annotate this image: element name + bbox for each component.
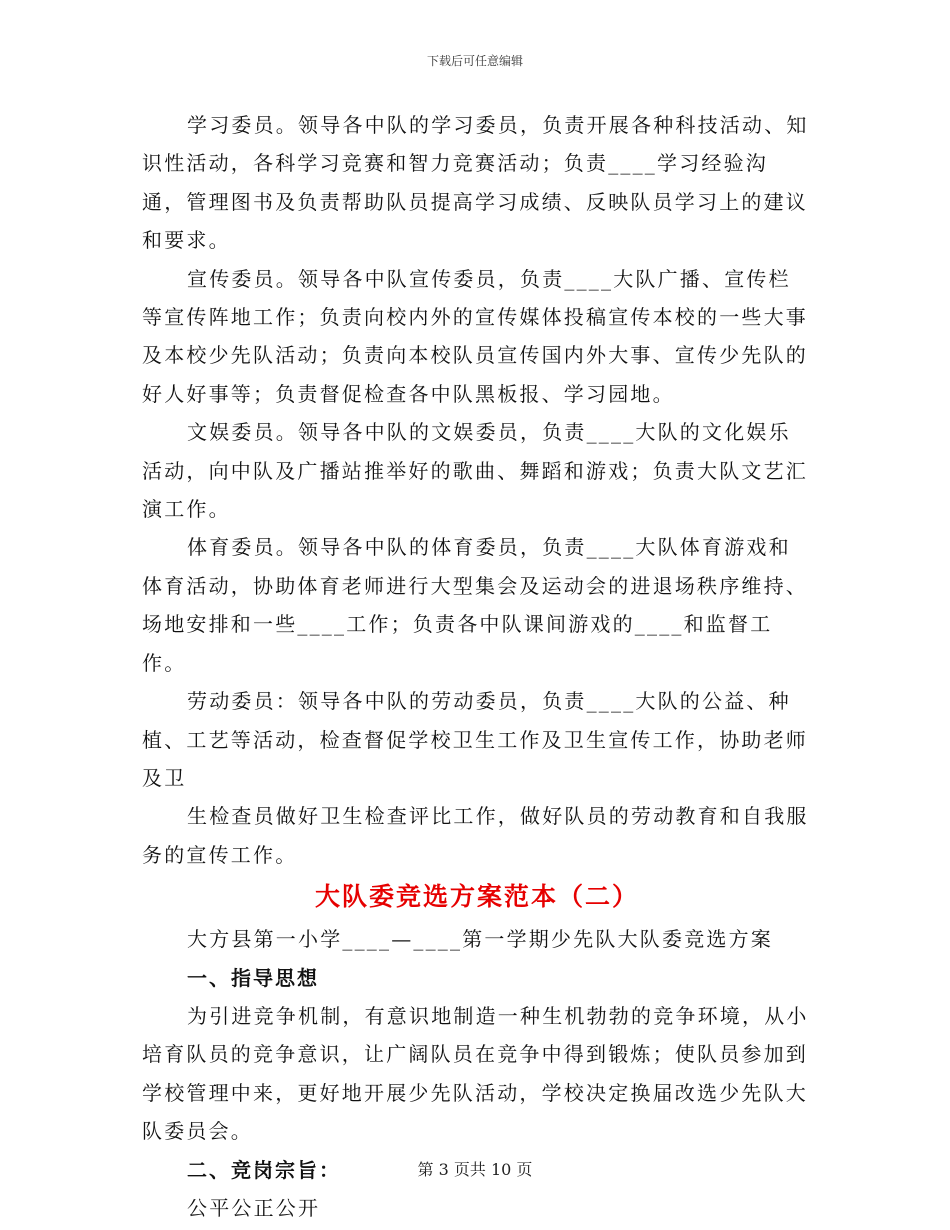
plan-title-line: 大方县第一小学____—____第一学期少先队大队委竞选方案: [187, 927, 773, 952]
page-header: 下载后可任意编辑: [426, 54, 523, 68]
paragraph-purpose: 公平公正公开: [187, 1195, 321, 1220]
paragraph-guiding-ideology: 为引进竞争机制，有意识地制造一种生机勃勃的竞争环境，从小培育队员的竞争意识，让广阔队员在竞争中得到锻炼；使队员参加到学校管理中来，更好地开展少先队活动，学校决定换届改选少先队大队委员会。: [142, 1003, 809, 1144]
paragraph-labor-committee-cont: 生检查员做好卫生检查评比工作，做好队员的劳动教育和自我服务的宣传工作。: [142, 804, 809, 867]
paragraph-study-committee: 学习委员。领导各中队的学习委员，负责开展各种科技活动、知识性活动，各科学习竞赛和智力竞赛活动；负责____学习经验沟通，管理图书及负责帮助队员提高学习成绩、反映队员学习上的建议和要求。: [142, 113, 809, 253]
heading-purpose: 二、竞岗宗旨：: [187, 1157, 341, 1182]
paragraph-entertainment-committee: 文娱委员。领导各中队的文娱委员，负责____大队的文化娱乐活动，向中队及广播站推举好的歌曲、舞蹈和游戏；负责大队文艺汇演工作。: [142, 420, 808, 522]
paragraph-labor-committee: 劳动委员：领导各中队的劳动委员，负责____大队的公益、种植、工艺等活动，检查督促学校卫生工作及卫生宣传工作，协助老师及卫: [142, 689, 808, 790]
section-title: 大队委竞选方案范本（二）: [314, 882, 639, 912]
heading-guiding-ideology: 一、指导思想: [187, 965, 319, 990]
paragraph-publicity-committee: 宣传委员。领导各中队宣传委员，负责____大队广播、宣传栏等宣传阵地工作；负责向校内外的宣传媒体投稿宣传本校的一些大事及本校少先队活动；负责向本校队员宣传国内外大事、宣传少先队的好人好事等；负责督促检查各中队黑板报、学习园地。: [142, 266, 808, 406]
document-body: [142, 106, 812, 1227]
paragraph-sports-committee: 体育委员。领导各中队的体育委员，负责____大队体育游戏和体育活动，协助体育老师进行大型集会及运动会的进退场秩序维持、场地安排和一些____工作；负责各中队课间游戏的____和监督工作。: [142, 535, 808, 675]
page-footer: 第 3 页共 10 页: [417, 1160, 533, 1179]
